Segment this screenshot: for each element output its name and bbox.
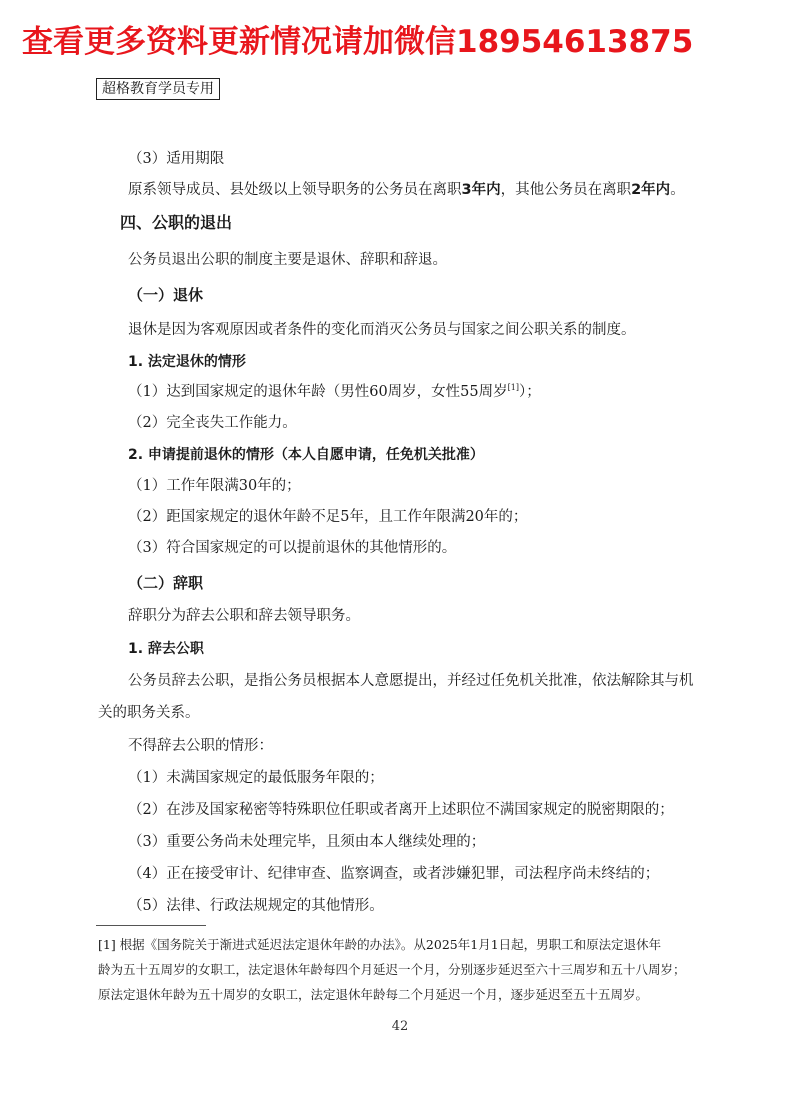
section-heading-exit: 四、公职的退出: [120, 213, 233, 232]
bold-run: 2年内: [631, 182, 671, 198]
text-run: ，其他公务员在离职: [500, 182, 632, 198]
paragraph-period-text: [128, 180, 685, 200]
student-use-stamp: 超格教育学员专用: [96, 78, 220, 100]
list-item: （4）正在接受审计、纪律审查、监察调查，或者涉嫌犯罪，司法程序尚未终结的；: [128, 866, 660, 882]
list-item: （3）符合国家规定的可以提前退休的其他情形的。: [128, 540, 457, 556]
paragraph-exit-intro: 公务员退出公职的制度主要是退休、辞职和辞退。: [128, 252, 447, 268]
paragraph-resign-intro: 辞职分为辞去公职和辞去领导职务。: [128, 608, 360, 624]
list-item: （1）工作年限满30年的；: [128, 478, 301, 494]
text-run: 原系领导成员、县处级以上领导职务的公务员在离职: [128, 182, 462, 198]
text-run: ）；: [518, 384, 541, 400]
subsection-heading-retire: （一）退休: [128, 286, 204, 304]
subsection-heading-resign: （二）辞职: [128, 574, 204, 592]
list-item: （2）距国家规定的退休年龄不足5年，且工作年限满20年的；: [128, 509, 528, 525]
footnote-ref[interactable]: [1]: [507, 383, 519, 393]
paragraph-period-heading: （3）适用期限: [128, 151, 225, 167]
footnote-line: 龄为五十五周岁的女职工，法定退休年龄每四个月延迟一个月，分别逐步延迟至六十三周岁和五十八周岁；: [98, 962, 686, 977]
list-item: （2）在涉及国家秘密等特殊职位任职或者离开上述职位不满国家规定的脱密期限的；: [128, 802, 674, 818]
watermark-banner: 查看更多资料更新情况请加微信18954613875: [22, 24, 694, 60]
text-run: 。: [670, 182, 685, 198]
footnote-line: [1] 根据《国务院关于渐进式延迟法定退休年龄的办法》。从2025年1月1日起，男职工和原法定退休年: [98, 937, 662, 952]
paragraph-retire-def: 退休是因为客观原因或者条件的变化而消灭公务员与国家之间公职关系的制度。: [128, 322, 636, 338]
footnote-divider: [96, 925, 206, 926]
text-run: （1）达到国家规定的退休年龄（男性60周岁，女性55周岁: [128, 384, 508, 400]
list-item: （5）法律、行政法规规定的其他情形。: [128, 898, 384, 914]
list-item: （3）重要公务尚未处理完毕，且须由本人继续处理的；: [128, 834, 486, 850]
list-item: [128, 382, 541, 402]
heading-legal-retire: 1. 法定退休的情形: [128, 354, 246, 370]
paragraph-quit-def-cont: 关的职务关系。: [98, 705, 200, 721]
paragraph-quit-def: 公务员辞去公职，是指公务员根据本人意愿提出，并经过任免机关批准，依法解除其与机: [128, 673, 694, 689]
page-number: 42: [391, 1019, 409, 1034]
bold-run: 3年内: [461, 182, 501, 198]
list-item: （1）未满国家规定的最低服务年限的；: [128, 770, 384, 786]
paragraph-cannot-quit: 不得辞去公职的情形：: [128, 738, 273, 754]
footnote-line: 原法定退休年龄为五十周岁的女职工，法定退休年龄每二个月延迟一个月，逐步延迟至五十五周岁。: [98, 987, 649, 1002]
heading-quit-office: 1. 辞去公职: [128, 641, 204, 657]
heading-apply-retire: 2. 申请提前退休的情形（本人自愿申请，任免机关批准）: [128, 447, 484, 463]
list-item: （2）完全丧失工作能力。: [128, 415, 297, 431]
